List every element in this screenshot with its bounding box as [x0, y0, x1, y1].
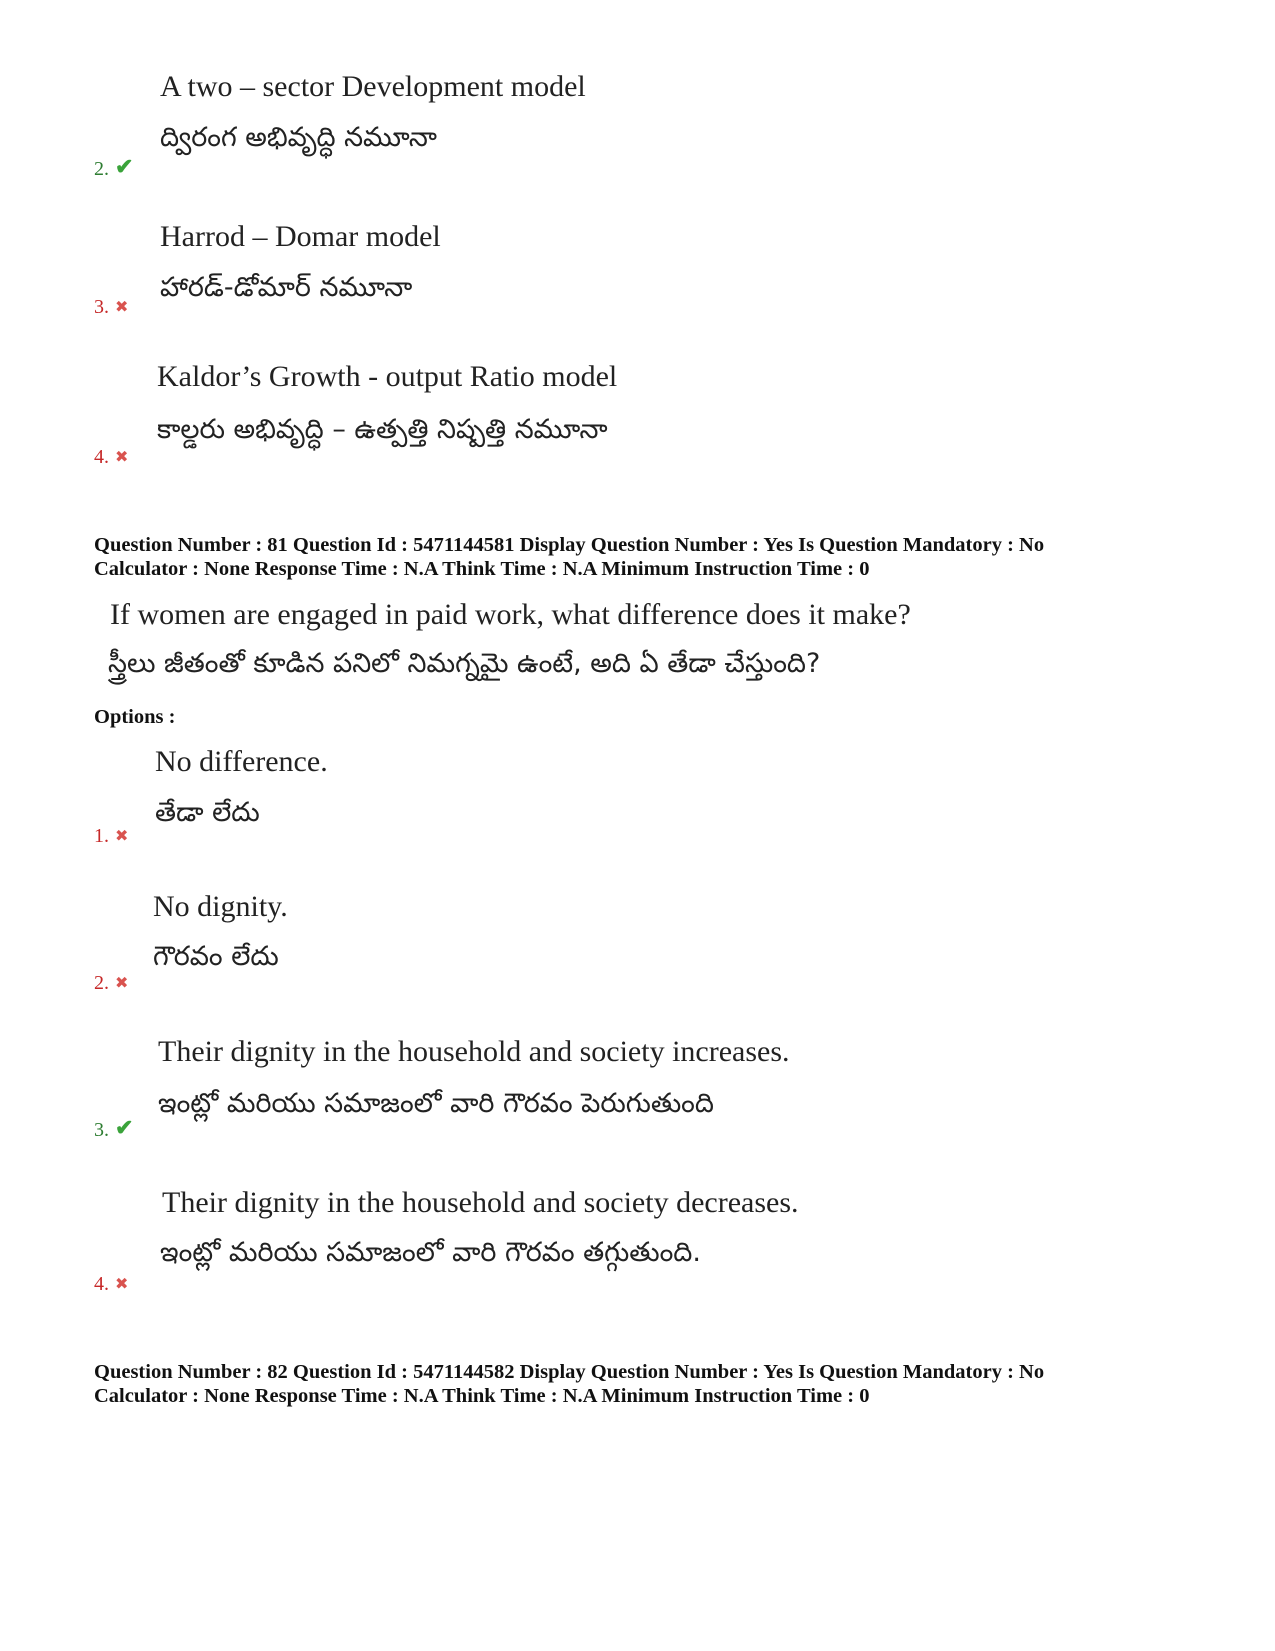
- cross-icon: ✖: [115, 449, 129, 466]
- option-number: [94, 1273, 128, 1296]
- option-english: A two – sector Development model: [160, 70, 586, 103]
- cross-icon: ✖: [115, 828, 129, 845]
- option-number: [94, 1115, 133, 1142]
- cross-icon: ✖: [115, 975, 129, 992]
- meta-line-1: Question Number : 82 Question Id : 5471144582 Display Question Number : Yes Is Question Mandatory : No: [94, 1361, 1045, 1383]
- option-number-label: 2.: [94, 158, 109, 180]
- meta-line-2: Calculator : None Response Time : N.A Think Time : N.A Minimum Instruction Time : 0: [94, 558, 870, 580]
- option-telugu: కాల్డరు అభివృద్ధి – ఉత్పత్తి నిష్పత్తి నమూనా: [157, 414, 608, 445]
- option-number: [94, 446, 128, 469]
- option-number-label: 1.: [94, 825, 109, 847]
- meta-line-1: Question Number : 81 Question Id : 5471144581 Display Question Number : Yes Is Question Mandatory : No: [94, 534, 1045, 556]
- option-telugu: ద్విరంగ అభివృద్ధి నమూనా: [160, 122, 437, 153]
- option-number: [94, 972, 128, 995]
- cross-icon: ✖: [115, 1276, 129, 1293]
- meta-line-2: Calculator : None Response Time : N.A Think Time : N.A Minimum Instruction Time : 0: [94, 1385, 870, 1407]
- option-english: Kaldor’s Growth - output Ratio model: [157, 360, 618, 393]
- option-english: Their dignity in the household and society increases.: [158, 1035, 790, 1068]
- check-icon: ✔: [115, 154, 134, 179]
- options-label: Options :: [94, 706, 176, 728]
- option-number-label: 4.: [94, 446, 109, 468]
- option-number: [94, 154, 133, 181]
- option-number-label: 2.: [94, 972, 109, 994]
- option-number-label: 3.: [94, 296, 109, 318]
- question-82-meta: [94, 1360, 1214, 1408]
- option-number: [94, 296, 128, 319]
- check-icon: ✔: [115, 1115, 134, 1140]
- option-english: No difference.: [155, 745, 328, 778]
- option-number-label: 4.: [94, 1273, 109, 1295]
- option-number-label: 3.: [94, 1119, 109, 1141]
- question-81-telugu: స్త్రీలు జీతంతో కూడిన పనిలో నిమగ్నమై ఉంటే, అది ఏ తేడా చేస్తుంది?: [108, 648, 821, 679]
- question-81-english: If women are engaged in paid work, what difference does it make?: [110, 598, 911, 631]
- option-telugu: గౌరవం లేదు: [153, 941, 279, 972]
- option-telugu: తేడా లేదు: [155, 797, 260, 828]
- cross-icon: ✖: [115, 299, 129, 316]
- option-telugu: హారడ్-డోమార్ నమూనా: [160, 272, 413, 303]
- option-telugu: ఇంట్లో మరియు సమాజంలో వారి గౌరవం పెరుగుతుంది: [158, 1088, 714, 1119]
- option-telugu: ఇంట్లో మరియు సమాజంలో వారి గౌరవం తగ్గుతుంది.: [160, 1237, 701, 1268]
- option-number: [94, 825, 128, 848]
- question-81-meta: [94, 533, 1214, 581]
- option-english: Harrod – Domar model: [160, 220, 441, 253]
- option-english: Their dignity in the household and society decreases.: [162, 1186, 799, 1219]
- option-english: No dignity.: [153, 890, 288, 923]
